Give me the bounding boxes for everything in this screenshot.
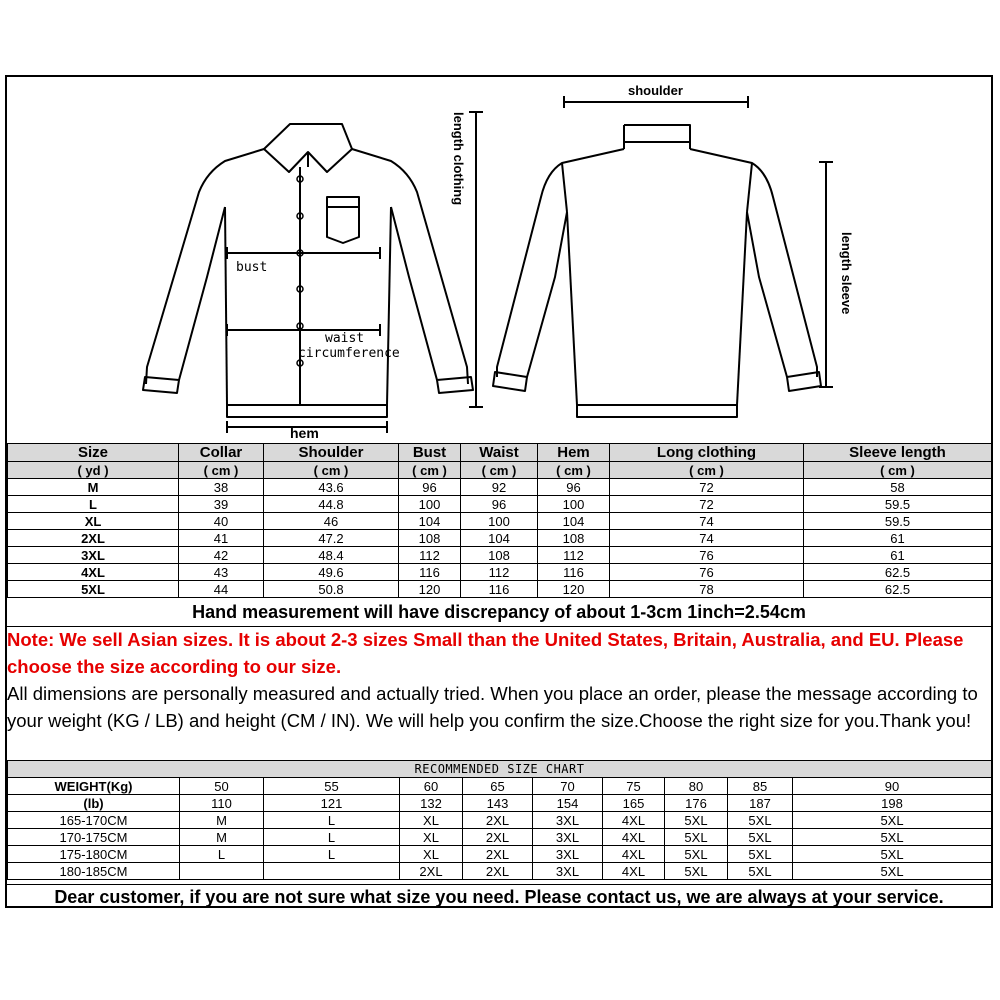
recommended-cell: 60 — [400, 778, 463, 795]
recommended-cell: 2XL — [463, 863, 533, 880]
size-cell: 5XL — [8, 581, 179, 598]
header-cell: Size — [8, 444, 179, 462]
bust-label: bust — [236, 260, 268, 275]
measurement-cell: 50.8 — [264, 581, 399, 598]
measurement-cell: 49.6 — [264, 564, 399, 581]
measurement-cell: 61 — [804, 530, 992, 547]
measurement-cell: 62.5 — [804, 564, 992, 581]
recommended-cell: 154 — [533, 795, 603, 812]
measurement-cell: 72 — [610, 496, 804, 513]
recommended-cell: 143 — [463, 795, 533, 812]
recommended-cell: 50 — [180, 778, 264, 795]
header-cell: Collar — [179, 444, 264, 462]
recommended-cell: 5XL — [665, 846, 728, 863]
length-sleeve-label: length sleeve — [839, 232, 854, 315]
recommended-cell: 5XL — [665, 863, 728, 880]
row-label: 175-180CM — [8, 846, 180, 863]
recommended-cell: L — [264, 812, 400, 829]
recommended-cell: 2XL — [400, 863, 463, 880]
customer-service-footer: Dear customer, if you are not sure what size you need. Please contact us, we are always at your service. — [7, 884, 991, 909]
recommended-cell: 80 — [665, 778, 728, 795]
recommended-cell: L — [264, 846, 400, 863]
measurement-cell: 46 — [264, 513, 399, 530]
header-cell: Sleeve length — [804, 444, 992, 462]
recommended-cell: 110 — [180, 795, 264, 812]
header-cell: Bust — [399, 444, 461, 462]
front-shirt-illustration — [143, 124, 473, 417]
size-table-header — [8, 444, 992, 462]
size-row — [8, 496, 992, 513]
unit-cell: ( cm ) — [610, 462, 804, 479]
recommended-row — [8, 863, 992, 880]
shoulder-label: shoulder — [628, 83, 683, 98]
recommended-cell: 70 — [533, 778, 603, 795]
recommended-cell: XL — [400, 812, 463, 829]
circumference-label: circumference — [298, 346, 400, 361]
header-cell: Waist — [461, 444, 538, 462]
row-label: WEIGHT(Kg) — [8, 778, 180, 795]
size-cell: M — [8, 479, 179, 496]
measurement-cell: 104 — [461, 530, 538, 547]
recommended-cell: 90 — [793, 778, 992, 795]
measurement-cell: 116 — [538, 564, 610, 581]
length-clothing-label: length clothing — [451, 112, 466, 206]
recommended-cell: 2XL — [463, 812, 533, 829]
recommended-cell: 5XL — [665, 829, 728, 846]
measurement-cell: 61 — [804, 547, 992, 564]
measurement-cell: 120 — [399, 581, 461, 598]
row-label: 165-170CM — [8, 812, 180, 829]
recommended-row — [8, 778, 992, 795]
recommended-cell: M — [180, 829, 264, 846]
measurement-cell: 104 — [399, 513, 461, 530]
size-row — [8, 564, 992, 581]
measurement-cell: 59.5 — [804, 496, 992, 513]
asian-size-note: Note: We sell Asian sizes. It is about 2-3 sizes Small than the United States, Britain, Australia, and EU. Please choose the size according to our size. — [7, 629, 964, 677]
measurement-cell: 41 — [179, 530, 264, 547]
recommended-row — [8, 795, 992, 812]
measurement-cell: 112 — [538, 547, 610, 564]
recommended-cell: 3XL — [533, 829, 603, 846]
row-label: (lb) — [8, 795, 180, 812]
recommended-cell: 3XL — [533, 863, 603, 880]
recommended-cell — [264, 863, 400, 880]
recommended-cell: 5XL — [793, 812, 992, 829]
size-row — [8, 581, 992, 598]
measurement-cell: 108 — [399, 530, 461, 547]
recommended-cell: 5XL — [793, 863, 992, 880]
unit-cell: ( cm ) — [804, 462, 992, 479]
recommended-cell: 2XL — [463, 829, 533, 846]
recommended-cell: 4XL — [603, 829, 665, 846]
recommended-cell: M — [180, 812, 264, 829]
measurement-cell: 100 — [538, 496, 610, 513]
measurement-cell: 112 — [461, 564, 538, 581]
unit-cell: ( cm ) — [461, 462, 538, 479]
measurement-cell: 39 — [179, 496, 264, 513]
recommended-cell: 5XL — [728, 829, 793, 846]
recommended-cell: 65 — [463, 778, 533, 795]
recommended-row — [8, 812, 992, 829]
back-shirt-illustration — [493, 125, 821, 417]
recommended-cell: XL — [400, 846, 463, 863]
recommended-cell: 5XL — [728, 863, 793, 880]
size-table-units — [8, 462, 992, 479]
measurement-cell: 74 — [610, 513, 804, 530]
size-cell: XL — [8, 513, 179, 530]
recommended-cell: 2XL — [463, 846, 533, 863]
measurement-cell: 108 — [461, 547, 538, 564]
measurement-cell: 108 — [538, 530, 610, 547]
recommended-cell: 5XL — [665, 812, 728, 829]
unit-cell: ( yd ) — [8, 462, 179, 479]
recommended-cell: 5XL — [793, 829, 992, 846]
recommended-cell: 75 — [603, 778, 665, 795]
recommended-cell: 176 — [665, 795, 728, 812]
waist-label: waist — [325, 331, 365, 346]
recommended-cell: 165 — [603, 795, 665, 812]
measurement-cell: 47.2 — [264, 530, 399, 547]
recommended-cell — [180, 863, 264, 880]
measurement-cell: 76 — [610, 547, 804, 564]
measurement-cell: 116 — [461, 581, 538, 598]
size-table — [7, 443, 992, 598]
size-cell: L — [8, 496, 179, 513]
measurement-cell: 43 — [179, 564, 264, 581]
recommended-cell: 5XL — [793, 846, 992, 863]
measurement-cell: 72 — [610, 479, 804, 496]
hem-label: hem — [290, 425, 319, 441]
measurement-cell: 59.5 — [804, 513, 992, 530]
measurement-cell: 120 — [538, 581, 610, 598]
recommended-cell: 85 — [728, 778, 793, 795]
header-cell: Shoulder — [264, 444, 399, 462]
size-cell: 2XL — [8, 530, 179, 547]
recommended-row — [8, 846, 992, 863]
dimension-note: All dimensions are personally measured and actually tried. When you place an order, please the message according to your weight (KG / LB) and height (CM / IN). We will help you confirm the size.Choose the right size for you.Thank you! — [7, 683, 978, 731]
row-label: 170-175CM — [8, 829, 180, 846]
recommended-cell: L — [180, 846, 264, 863]
measurement-cell: 40 — [179, 513, 264, 530]
size-row — [8, 479, 992, 496]
measurement-cell: 44.8 — [264, 496, 399, 513]
measurement-cell: 44 — [179, 581, 264, 598]
measurement-cell: 76 — [610, 564, 804, 581]
measurement-cell: 116 — [399, 564, 461, 581]
recommended-cell: 187 — [728, 795, 793, 812]
measurement-cell: 48.4 — [264, 547, 399, 564]
measurement-cell: 96 — [538, 479, 610, 496]
recommended-cell: 55 — [264, 778, 400, 795]
recommended-cell: 3XL — [533, 846, 603, 863]
header-cell: Long clothing — [610, 444, 804, 462]
unit-cell: ( cm ) — [399, 462, 461, 479]
recommended-cell: 4XL — [603, 812, 665, 829]
size-cell: 3XL — [8, 547, 179, 564]
recommended-cell: XL — [400, 829, 463, 846]
recommended-cell: 5XL — [728, 846, 793, 863]
measurement-cell: 38 — [179, 479, 264, 496]
measurement-cell: 62.5 — [804, 581, 992, 598]
measurement-cell: 74 — [610, 530, 804, 547]
measurement-notice: Hand measurement will have discrepancy of about 1-3cm 1inch=2.54cm — [7, 599, 991, 627]
measurement-cell: 43.6 — [264, 479, 399, 496]
measurement-cell: 96 — [461, 496, 538, 513]
unit-cell: ( cm ) — [264, 462, 399, 479]
row-label: 180-185CM — [8, 863, 180, 880]
recommended-row — [8, 829, 992, 846]
recommended-cell: 132 — [400, 795, 463, 812]
measurement-cell: 58 — [804, 479, 992, 496]
measurement-cell: 100 — [461, 513, 538, 530]
recommended-cell: 4XL — [603, 863, 665, 880]
measurement-cell: 42 — [179, 547, 264, 564]
recommended-cell: 3XL — [533, 812, 603, 829]
measurement-cell: 112 — [399, 547, 461, 564]
recommended-size-table — [7, 760, 992, 880]
measurement-cell: 100 — [399, 496, 461, 513]
size-cell: 4XL — [8, 564, 179, 581]
measurement-cell: 96 — [399, 479, 461, 496]
size-row — [8, 547, 992, 564]
recommended-cell: L — [264, 829, 400, 846]
unit-cell: ( cm ) — [538, 462, 610, 479]
measurement-cell: 104 — [538, 513, 610, 530]
recommended-cell: 4XL — [603, 846, 665, 863]
measurement-cell: 92 — [461, 479, 538, 496]
recommended-size-title: RECOMMENDED SIZE CHART — [8, 761, 992, 778]
size-row — [8, 513, 992, 530]
recommended-cell: 198 — [793, 795, 992, 812]
recommended-cell: 5XL — [728, 812, 793, 829]
header-cell: Hem — [538, 444, 610, 462]
measurement-cell: 78 — [610, 581, 804, 598]
recommended-cell: 121 — [264, 795, 400, 812]
unit-cell: ( cm ) — [179, 462, 264, 479]
size-row — [8, 530, 992, 547]
